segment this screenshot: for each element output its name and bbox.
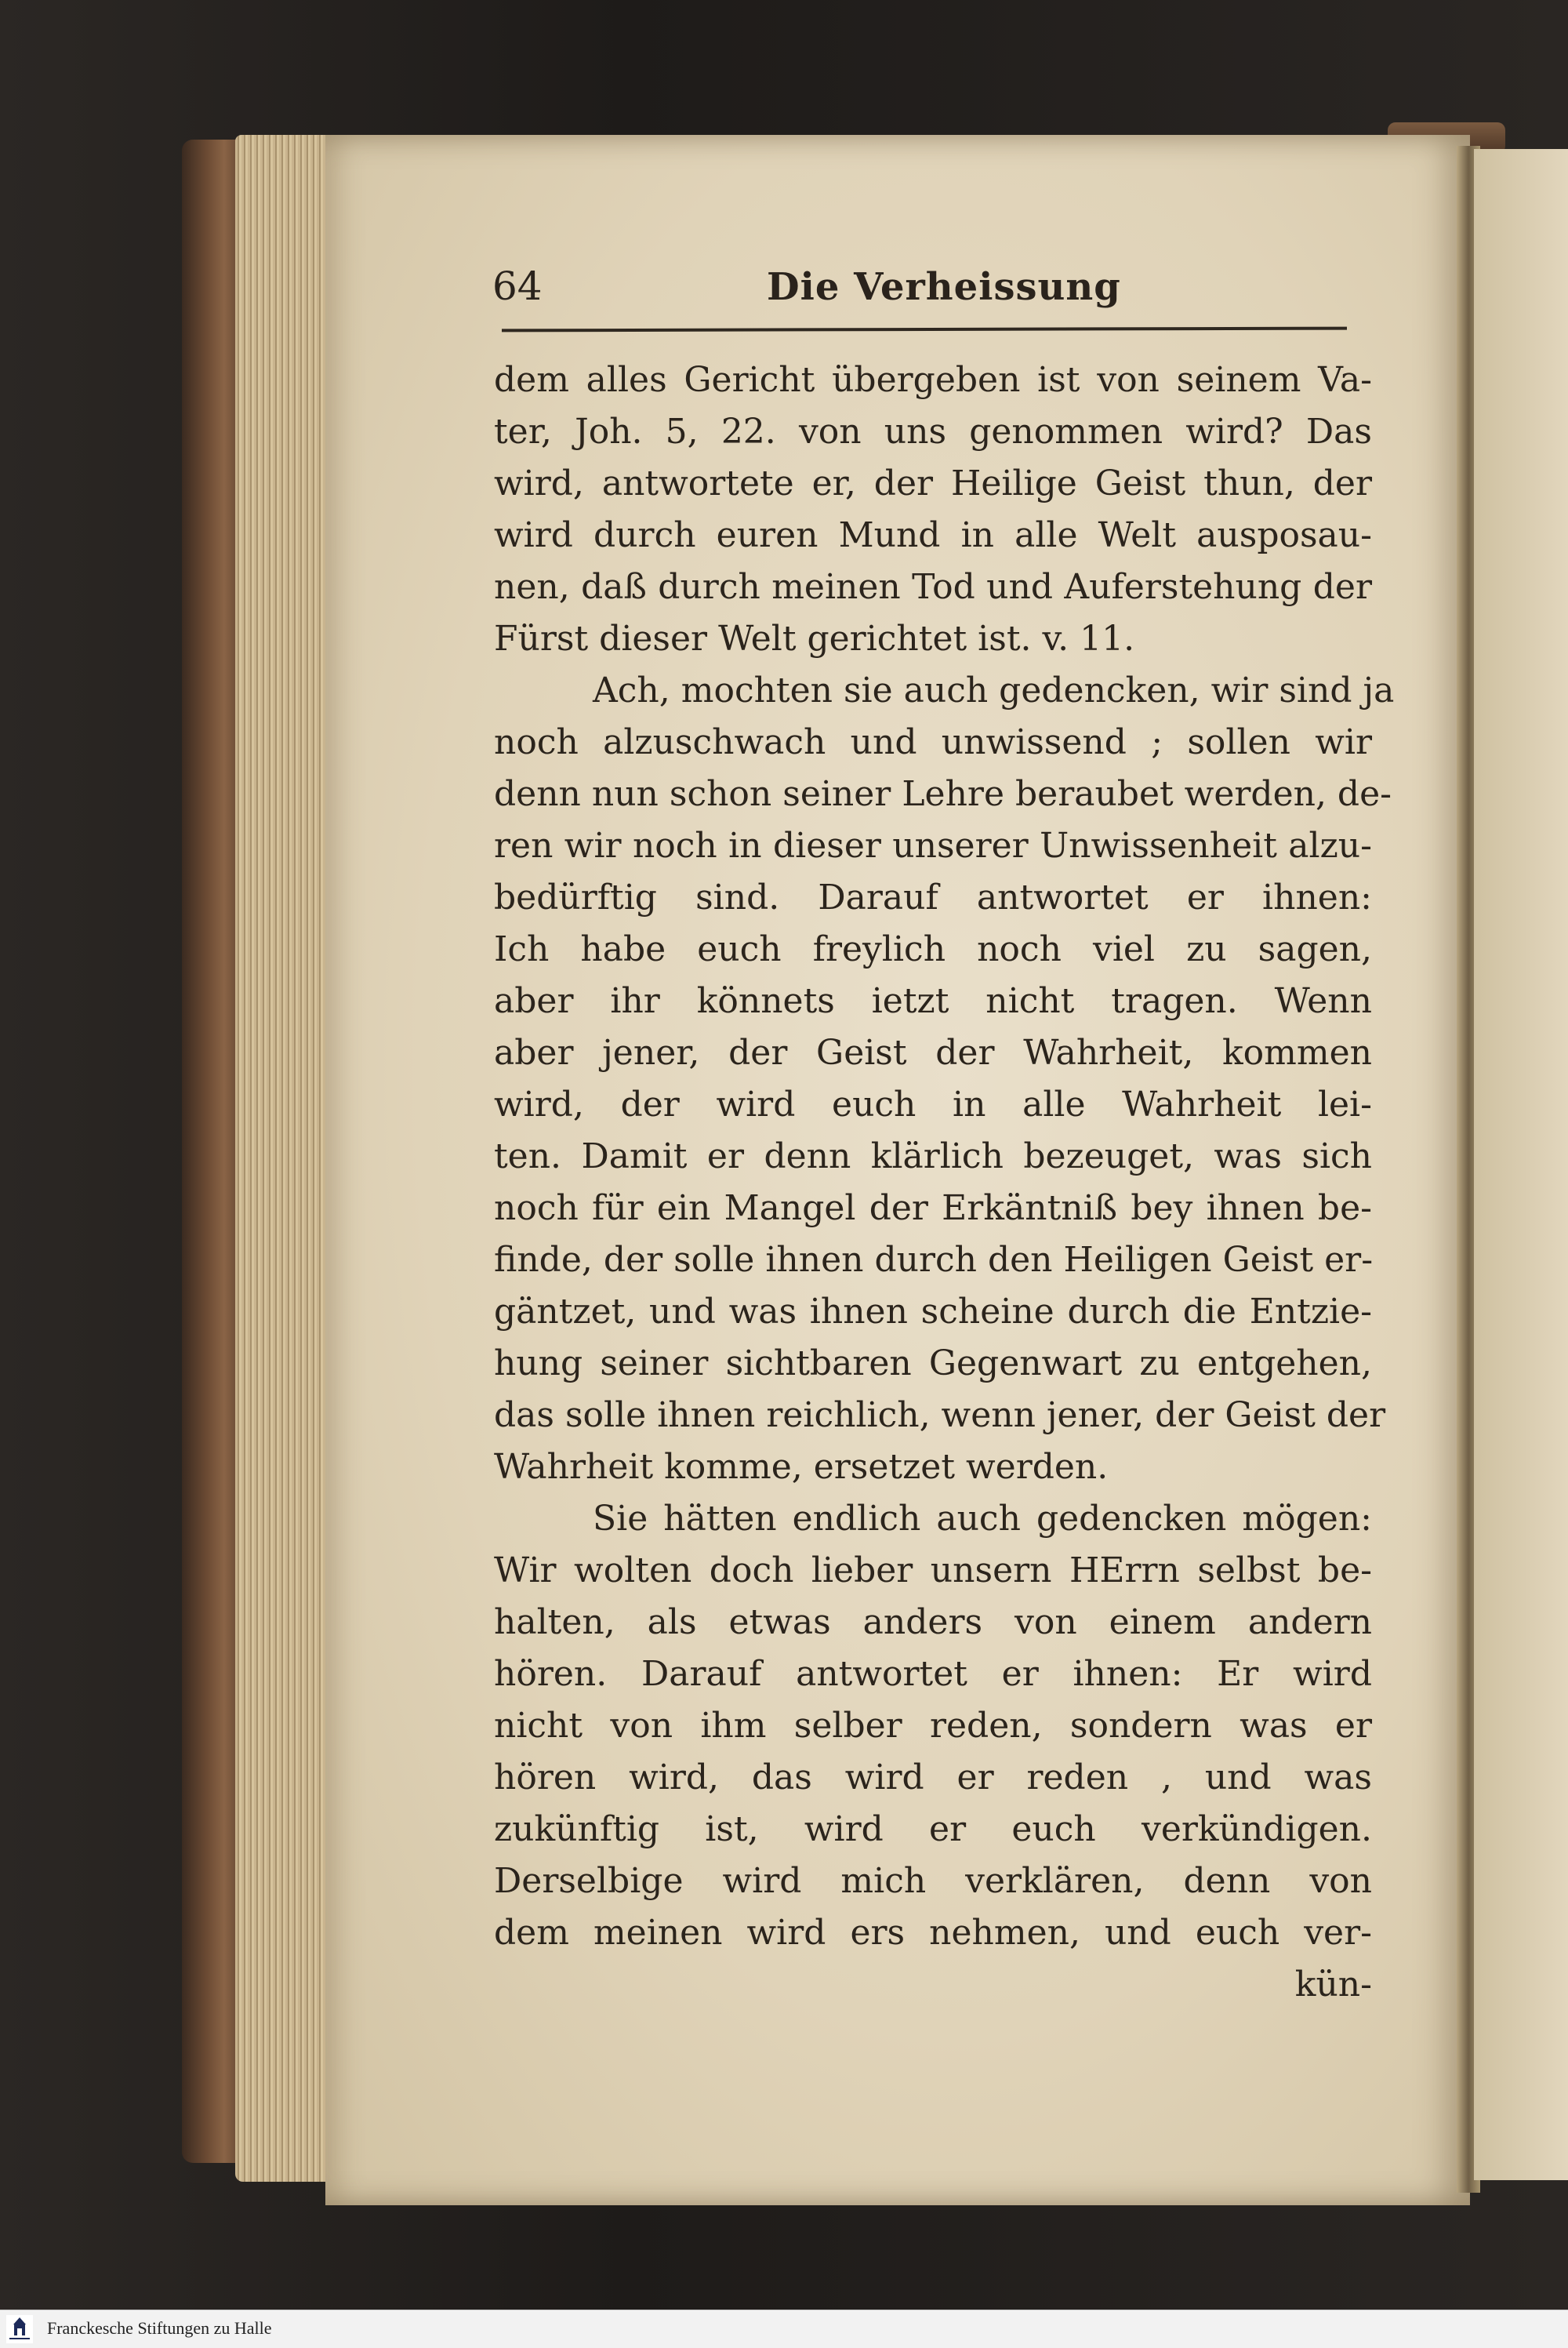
catchword: kün- — [1294, 1965, 1372, 2005]
text-line: wird durch euren Mund in alle Welt ausposau- — [494, 515, 1372, 555]
page-number: 64 — [492, 264, 543, 309]
text-line: dem alles Gericht übergeben ist von seinem Va- — [494, 360, 1372, 400]
text-line: hung seiner sichtbaren Gegenwart zu entgehen, — [494, 1343, 1372, 1383]
running-title: Die Verheissung — [767, 265, 1121, 309]
text-line: ren wir noch in dieser unserer Unwissenheit alzu- — [494, 826, 1372, 866]
text-line: finde, der solle ihnen durch den Heiligen Geist er- — [494, 1240, 1374, 1280]
text-line: denn nun schon seiner Lehre beraubet werden, de- — [494, 774, 1392, 814]
text-line: Wahrheit komme, ersetzet werden. — [494, 1447, 1109, 1487]
text-line: hören wird, das wird er reden , und was — [494, 1757, 1372, 1797]
text-line: aber jener, der Geist der Wahrheit, kommen — [494, 1033, 1372, 1073]
facing-page — [1474, 149, 1568, 2180]
text-line: halten, als etwas anders von einem andern — [494, 1602, 1372, 1642]
text-line: Derselbige wird mich verklären, denn von — [494, 1861, 1372, 1901]
text-line: das solle ihnen reichlich, wenn jener, der Geist der — [494, 1395, 1386, 1435]
text-line: noch alzuschwach und unwissend ; sollen wir — [494, 722, 1372, 762]
text-line: aber ihr könnets ietzt nicht tragen. Wenn — [494, 981, 1372, 1021]
text-line: wird, der wird euch in alle Wahrheit lei- — [494, 1085, 1372, 1125]
text-line: Ich habe euch freylich noch viel zu sagen, — [494, 929, 1372, 969]
text-line: hören. Darauf antwortet er ihnen: Er wird — [494, 1654, 1372, 1694]
text-line: noch für ein Mangel der Erkäntniß bey ihnen be- — [494, 1188, 1372, 1228]
page-header — [492, 259, 1347, 322]
text-line: ten. Damit er denn klärlich bezeuget, was sich — [494, 1136, 1372, 1176]
text-line: wird, antwortete er, der Heilige Geist thun, der — [494, 463, 1372, 503]
text-line: nen, daß durch meinen Tod und Auferstehung der — [494, 567, 1372, 607]
text-line: Ach, mochten sie auch gedencken, wir sind ja — [593, 671, 1395, 711]
text-line: Wir wolten doch lieber unsern HErrn selbst be- — [494, 1550, 1372, 1590]
institution-logo-icon — [6, 2315, 33, 2343]
text-line: zukünftig ist, wird er euch verkündigen. — [494, 1809, 1372, 1849]
text-line: bedürftig sind. Darauf antwortet er ihnen: — [494, 878, 1372, 918]
page-edges — [235, 135, 337, 2182]
text-line: gäntzet, und was ihnen scheine durch die Entzie- — [494, 1292, 1372, 1332]
body-text — [494, 354, 1395, 2005]
footer-institution: Franckesche Stiftungen zu Halle — [47, 2318, 272, 2338]
text-line: dem meinen wird ers nehmen, und euch ver- — [494, 1913, 1372, 1953]
text-line: Fürst dieser Welt gerichtet ist. v. 11. — [494, 619, 1135, 659]
footer-bar — [0, 2310, 1568, 2348]
text-line: nicht von ihm selber reden, sondern was er — [494, 1706, 1372, 1746]
text-line: ter, Joh. 5, 22. von uns genommen wird? Das — [494, 412, 1372, 452]
text-line: Sie hätten endlich auch gedencken mögen: — [593, 1499, 1372, 1539]
